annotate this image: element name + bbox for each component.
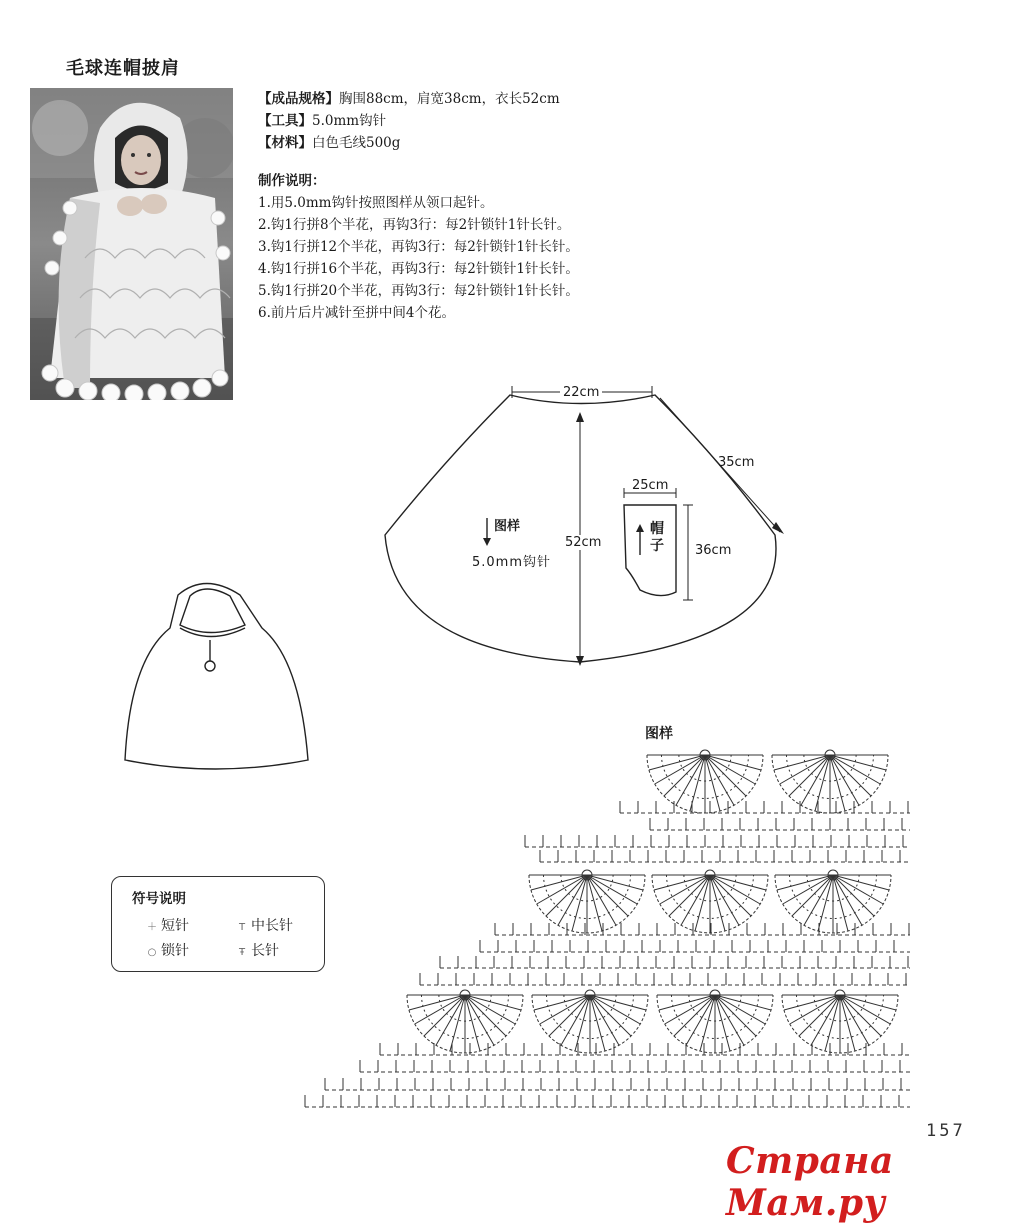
spec-tool: 【工具】5.0mm钩针 xyxy=(258,113,387,129)
instruction-step: 4.钩1行拼16个半花，再钩3行：每2针锁针1针长针。 xyxy=(258,261,579,277)
page-title: 毛球连帽披肩 xyxy=(66,58,180,79)
shell-motif xyxy=(652,870,768,933)
shell-motif xyxy=(529,870,645,933)
length-label: 52cm xyxy=(565,535,602,550)
double-crochet-icon: Ŧ xyxy=(238,947,246,958)
shell-motif xyxy=(532,990,648,1053)
legend-item: ＋ 短针 xyxy=(147,918,189,934)
side-length-label: 35cm xyxy=(718,455,755,470)
legend-title: 符号说明 xyxy=(132,891,186,907)
instruction-step: 1.用5.0mm钩针按照图样从领口起针。 xyxy=(258,195,494,211)
instruction-step: 5.钩1行拼20个半花，再钩3行：每2针锁针1针长针。 xyxy=(258,283,579,299)
half-double-crochet-icon: T xyxy=(238,922,246,933)
hood-height-label: 36cm xyxy=(695,543,732,558)
chain-stitch-icon: ○ xyxy=(147,947,157,958)
instruction-step: 2.钩1行拼8个半花，再钩3行：每2针锁针1针长针。 xyxy=(258,217,571,233)
legend-item: T 中长针 xyxy=(236,915,293,935)
hood-width-label: 25cm xyxy=(632,478,669,493)
shell-motif xyxy=(782,990,898,1053)
page-number: 157 xyxy=(926,1121,966,1141)
instruction-step: 6.前片后片减针至拼中间4个花。 xyxy=(258,305,455,321)
instructions-heading: 制作说明： xyxy=(258,173,326,189)
crochet-chart xyxy=(305,750,910,1107)
hood-label: 帽 子 xyxy=(650,521,664,554)
shell-motif xyxy=(657,990,773,1053)
watermark-logo: Страна Мам.ру xyxy=(726,1140,894,1224)
shell-motif xyxy=(772,750,888,813)
legend-item: ○ 锁针 xyxy=(147,943,189,959)
cape-sketch xyxy=(125,584,308,770)
tool-label: 5.0mm钩针 xyxy=(472,555,552,570)
symbol-legend xyxy=(111,876,325,972)
legend-item: Ŧ 长针 xyxy=(236,940,279,960)
chart-title: 图样 xyxy=(645,726,673,742)
instruction-step: 3.钩1行拼12个半花，再钩3行：每2针锁针1针长针。 xyxy=(258,239,579,255)
spec-size: 【成品规格】胸围88cm，肩宽38cm，衣长52cm xyxy=(258,91,560,107)
shell-motif xyxy=(775,870,891,933)
top-width-label: 22cm xyxy=(560,385,602,400)
spec-material: 【材料】白色毛线500g xyxy=(258,135,401,151)
single-crochet-icon: ＋ xyxy=(147,922,157,933)
pattern-label: 图样 xyxy=(494,519,521,534)
